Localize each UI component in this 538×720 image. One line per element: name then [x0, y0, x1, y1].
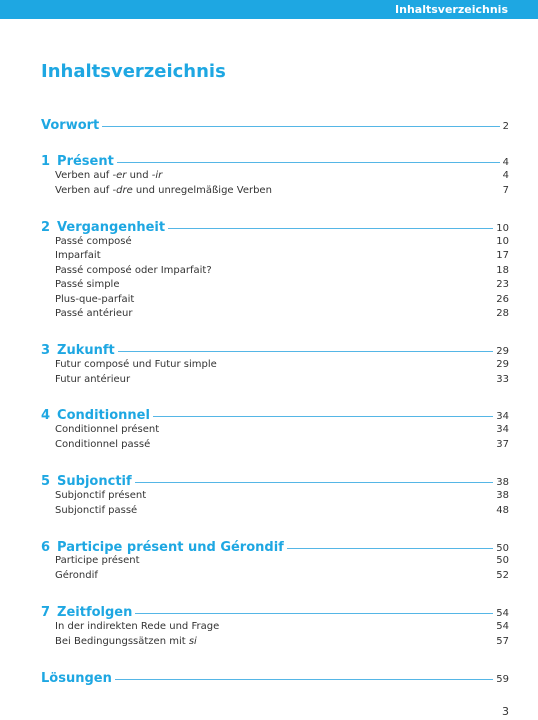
toc-page: 28: [496, 308, 509, 319]
chapter-title: Zeitfolgen: [57, 605, 133, 620]
toc-page: 29: [496, 359, 509, 370]
toc-page: 33: [496, 374, 509, 385]
label-text: Passé composé: [55, 236, 132, 247]
toc-subentry[interactable]: [55, 279, 509, 294]
toc-subentry[interactable]: [55, 621, 509, 636]
toc-subentry[interactable]: [55, 424, 509, 439]
toc-subentry[interactable]: [55, 636, 509, 651]
toc-page: 10: [496, 223, 509, 234]
label-text: Subjonctif présent: [55, 490, 147, 501]
toc-subentry[interactable]: [55, 185, 509, 200]
label-italic: si: [188, 636, 197, 647]
toc-subentry[interactable]: [55, 505, 509, 520]
toc-subentry[interactable]: [55, 265, 509, 280]
toc-subentry[interactable]: [55, 555, 509, 570]
toc-page: 52: [496, 570, 509, 581]
toc-page: 54: [496, 608, 509, 619]
chapter-number: 3: [41, 343, 51, 358]
toc-subentry[interactable]: [55, 359, 509, 374]
toc-leader: [135, 613, 493, 614]
label-text: Passé composé oder Imparfait?: [55, 265, 212, 276]
toc-chapter-2[interactable]: [41, 220, 509, 236]
toc-subentry[interactable]: [55, 308, 509, 323]
chapter-number: 1: [41, 154, 51, 169]
toc-page: 38: [496, 477, 509, 488]
toc-page: 26: [496, 294, 509, 305]
toc-leader: [117, 162, 500, 163]
toc-title: Lösungen: [41, 671, 112, 686]
toc-leader: [168, 228, 493, 229]
label-text: Gérondif: [55, 570, 98, 581]
chapter-number: 6: [41, 540, 51, 555]
toc-chapter-4[interactable]: [41, 408, 509, 424]
chapter-title: Vergangenheit: [57, 220, 166, 235]
toc-page: 4: [502, 170, 509, 181]
toc-entry-loesungen[interactable]: [41, 671, 509, 687]
toc-leader: [118, 351, 494, 352]
toc-page: 4: [502, 157, 509, 168]
chapter-title: Présent: [57, 154, 114, 169]
label-text: Passé antérieur: [55, 308, 133, 319]
toc-page: 34: [496, 424, 509, 435]
toc-subentry[interactable]: [55, 374, 509, 389]
toc-page: 23: [496, 279, 509, 290]
toc-chapter-5[interactable]: [41, 474, 509, 490]
label-text: Verben auf: [55, 170, 113, 181]
toc-page: 37: [496, 439, 509, 450]
toc-subentry[interactable]: [55, 236, 509, 251]
label-text: Futur composé und Futur simple: [55, 359, 217, 370]
toc-page: 10: [496, 236, 509, 247]
label-text: Conditionnel passé: [55, 439, 151, 450]
toc-leader: [115, 679, 493, 680]
toc-leader: [287, 548, 493, 549]
toc-page: 7: [502, 185, 509, 196]
toc-entry-vorwort[interactable]: [41, 118, 509, 134]
label-text: Plus-que-parfait: [55, 294, 135, 305]
chapter-number: 4: [41, 408, 51, 423]
toc-page: 18: [496, 265, 509, 276]
label-italic: -er: [112, 170, 127, 181]
toc-chapter-1[interactable]: [41, 154, 509, 170]
label-text: In der indirekten Rede und Frage: [55, 621, 220, 632]
chapter-title: Subjonctif: [57, 474, 132, 489]
toc-chapter-7[interactable]: [41, 605, 509, 621]
chapter-title: Participe présent und Gérondif: [57, 540, 284, 555]
toc-page: 29: [496, 346, 509, 357]
chapter-title: Conditionnel: [57, 408, 150, 423]
chapter-title: Zukunft: [57, 343, 115, 358]
toc-page: 34: [496, 411, 509, 422]
toc-page: 17: [496, 250, 509, 261]
toc-chapter-3[interactable]: [41, 343, 509, 359]
toc-subentry[interactable]: [55, 570, 509, 585]
toc-page: 48: [496, 505, 509, 516]
label-italic: -dre: [112, 185, 133, 196]
toc-leader: [153, 416, 493, 417]
toc-subentry[interactable]: [55, 294, 509, 309]
label-text: und: [126, 170, 152, 181]
label-text: Conditionnel présent: [55, 424, 160, 435]
toc-leader: [102, 126, 499, 127]
label-text: Participe présent: [55, 555, 140, 566]
toc-leader: [135, 482, 494, 483]
toc-page: 50: [496, 543, 509, 554]
page-number: 3: [502, 705, 509, 718]
label-text: Verben auf: [55, 185, 113, 196]
toc-page: 38: [496, 490, 509, 501]
page-title: Inhaltsverzeichnis: [41, 61, 226, 82]
toc-page: 59: [496, 674, 509, 685]
toc-page: 2: [502, 121, 509, 132]
label-text: Imparfait: [55, 250, 101, 261]
toc-page: 50: [496, 555, 509, 566]
header-bar: [0, 0, 538, 19]
toc-title: Vorwort: [41, 118, 100, 133]
toc-page: 54: [496, 621, 509, 632]
chapter-number: 5: [41, 474, 51, 489]
label-text: Subjonctif passé: [55, 505, 138, 516]
toc-subentry[interactable]: [55, 250, 509, 265]
label-italic: -ir: [151, 170, 163, 181]
label-text: Passé simple: [55, 279, 120, 290]
toc-chapter-6[interactable]: [41, 540, 509, 556]
toc-subentry[interactable]: [55, 439, 509, 454]
header-title: Inhaltsverzeichnis: [395, 3, 508, 16]
chapter-number: 2: [41, 220, 51, 235]
label-text: und unregelmäßige Verben: [132, 185, 272, 196]
toc-page: 57: [496, 636, 509, 647]
toc-subentry[interactable]: [55, 490, 509, 505]
label-text: Futur antérieur: [55, 374, 131, 385]
toc-subentry[interactable]: [55, 170, 509, 185]
label-text: Bei Bedingungssätzen mit: [55, 636, 189, 647]
chapter-number: 7: [41, 605, 51, 620]
